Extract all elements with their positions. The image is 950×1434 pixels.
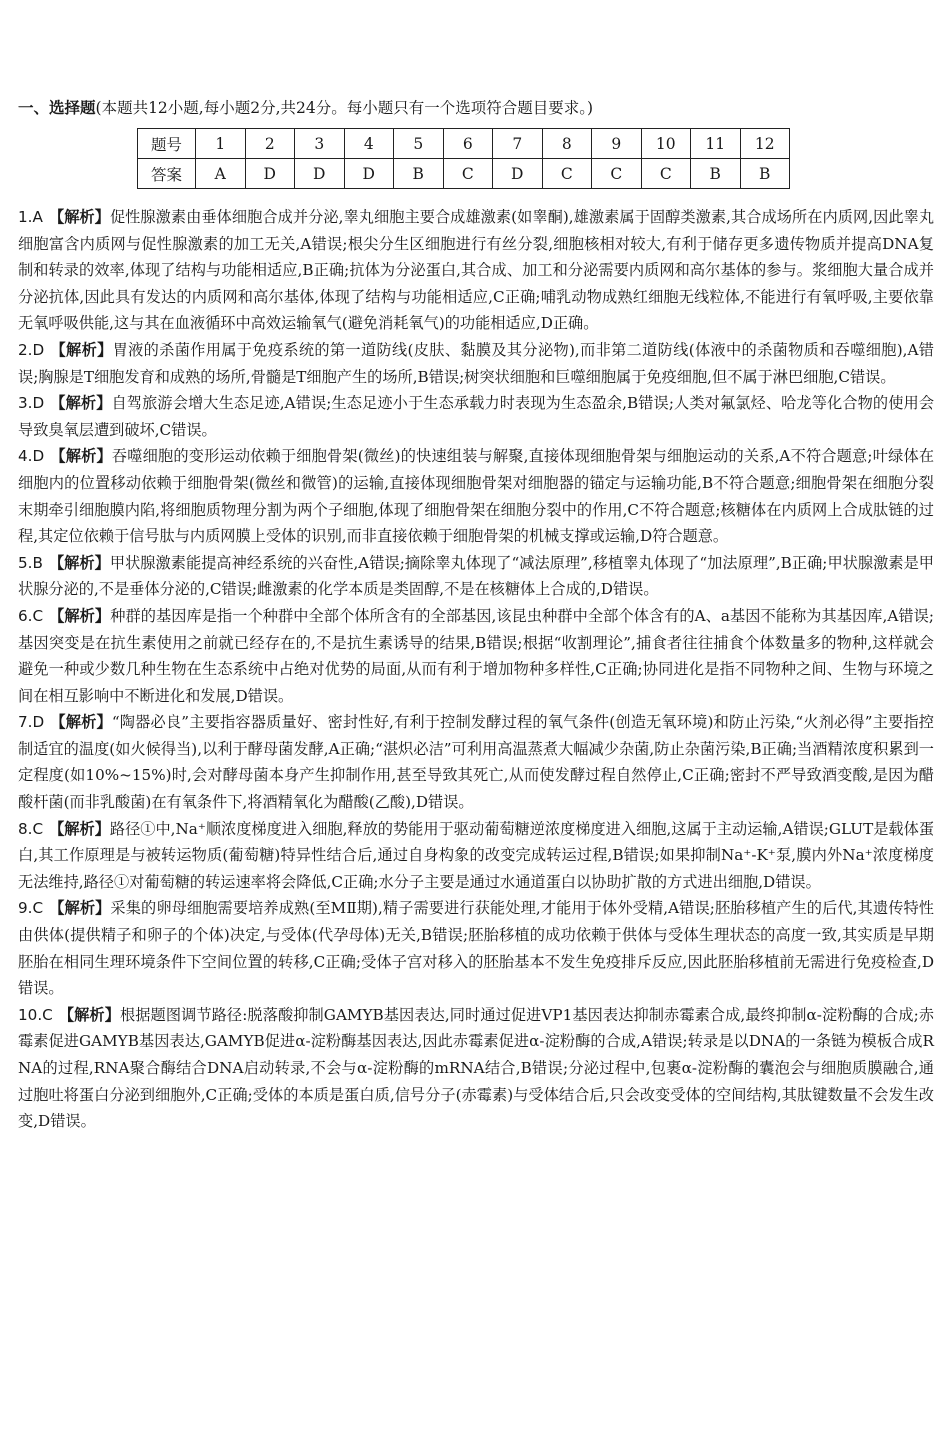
table-cell-number: 5	[394, 129, 444, 159]
table-cell-answer: D	[295, 159, 345, 189]
analysis-tag: 【解析】	[48, 553, 110, 572]
explanation-list	[18, 204, 934, 1135]
table-header-number: 题号	[138, 129, 196, 159]
item-number: 3.D	[18, 394, 45, 413]
item-number: 6.C	[18, 606, 44, 625]
item-text: 种群的基因库是指一个种群中全部个体所含有的全部基因,该昆虫种群中全部个体含有的A、a基因不能称为其基因库,A错误;基因突变是在抗生素使用之前就已经存在的,不是抗生素诱导的结果,B错误;根据“收割理论”,捕食者往往捕食个体数量多的物种,这样就会避免一种或少数几种生物在生态系统中占绝对优势的局面,从而有利于增加物种多样性,C正确;协同进化是指不同物种之间、生物与环境之间在相互影响中不断进化和发展,D错误。	[18, 606, 935, 705]
table-cell-number: 9	[592, 129, 642, 159]
item-text: 甲状腺激素能提高神经系统的兴奋性,A错误;摘除睾丸体现了“减法原理”,移植睾丸体现了“加法原理”,B正确;甲状腺激素是甲状腺分泌的,不是垂体分泌的,C错误;雌激素的化学本质是类固醇,不是在核糖体上合成的,D错误。	[18, 553, 934, 599]
table-cell-answer: B	[740, 159, 790, 189]
table-cell-number: 3	[295, 129, 345, 159]
table-cell-number: 4	[344, 129, 394, 159]
table-cell-number: 11	[691, 129, 741, 159]
item-text: 采集的卵母细胞需要培养成熟(至MⅡ期),精子需要进行获能处理,才能用于体外受精,A错误;胚胎移植产生的后代,其遗传特性由供体(提供精子和卵子的个体)决定,与受体(代孕母体)无关,B错误;胚胎移植的成功依赖于供体与受体生理状态的高度一致,其实质是早期胚胎在相同生理环境条件下空间位置的转移,C正确;受体子宫对移入的胚胎基本不发生免疫排斥反应,因此胚胎移植前无需进行免疫检查,D错误。	[18, 899, 934, 998]
section-title: 一、选择题	[18, 99, 96, 117]
analysis-tag: 【解析】	[58, 1005, 120, 1024]
section-heading	[18, 97, 933, 119]
table-cell-number: 7	[493, 129, 543, 159]
table-cell-number: 10	[641, 129, 691, 159]
table-cell-number: 6	[443, 129, 493, 159]
explanation-item	[18, 390, 934, 443]
cropped-header-fragment	[0, 0, 950, 40]
table-cell-answer: A	[196, 159, 246, 189]
explanation-item	[18, 709, 934, 815]
explanation-item	[18, 816, 934, 896]
table-cell-answer: B	[691, 159, 741, 189]
item-number: 10.C	[18, 1005, 53, 1024]
item-text: 胃液的杀菌作用属于免疫系统的第一道防线(皮肤、黏膜及其分泌物),而非第二道防线(体液中的杀菌物质和吞噬细胞),A错误;胸腺是T细胞发育和成熟的场所,骨髓是T细胞产生的场所,B错误;树突状细胞和巨噬细胞属于免疫细胞,但不属于淋巴细胞,C错误。	[18, 340, 934, 386]
explanation-item	[18, 443, 934, 549]
explanation-item	[18, 550, 934, 603]
explanation-item	[18, 1002, 934, 1135]
item-number: 1.A	[18, 208, 43, 226]
table-cell-answer: B	[394, 159, 444, 189]
explanation-item	[18, 603, 934, 709]
item-number: 5.B	[18, 553, 43, 572]
analysis-tag: 【解析】	[50, 340, 113, 359]
explanation-item	[18, 204, 934, 337]
item-text: 促性腺激素由垂体细胞合成并分泌,睾丸细胞主要合成雄激素(如睾酮),雄激素属于固醇类激素,其合成场所在内质网,因此睾丸细胞富含内质网与促性腺激素的加工无关,A错误;根尖分生区细胞进行有丝分裂,细胞核相对较大,有利于储存更多遗传物质并提高DNA复制和转录的效率,体现了结构与功能相适应,B正确;抗体为分泌蛋白,其合成、加工和分泌需要内质网和高尔基体的参与。浆细胞大量合成并分泌抗体,因此具有发达的内质网和高尔基体,体现了结构与功能相适应,C正确;哺乳动物成熟红细胞无线粒体,不能进行有氧呼吸,主要依靠无氧呼吸供能,这与其在血液循环中高效运输氧气(避免消耗氧气)的功能相适应,D正确。	[18, 208, 935, 333]
table-cell-number: 8	[542, 129, 592, 159]
analysis-tag: 【解析】	[48, 208, 110, 226]
table-cell-number: 1	[196, 129, 246, 159]
answer-table-number-row	[138, 129, 790, 159]
analysis-tag: 【解析】	[49, 819, 110, 838]
analysis-tag: 【解析】	[49, 606, 111, 625]
item-text: 吞噬细胞的变形运动依赖于细胞骨架(微丝)的快速组装与解聚,直接体现细胞骨架与细胞运动的关系,A不符合题意;叶绿体在细胞内的位置移动依赖于细胞骨架(微丝和微管)的运输,直接体现细胞骨架对细胞器的锚定与运输功能,B不符合题意;细胞骨架在细胞分裂末期牵引细胞膜内陷,将细胞质物理分割为两个子细胞,体现了细胞骨架在细胞分裂中的作用,C不符合题意;核糖体在内质网上合成肽链的过程,其定位依赖于信号肽与内质网膜上受体的识别,而非直接依赖于细胞骨架的机械支撑或运输,D符合题意。	[18, 447, 935, 546]
analysis-tag: 【解析】	[50, 394, 112, 413]
section-instruction: (本题共12小题,每小题2分,共24分。每小题只有一个选项符合题目要求。)	[95, 99, 594, 117]
item-number: 2.D	[18, 340, 45, 359]
explanation-item	[18, 895, 934, 1001]
item-number: 7.D	[18, 713, 45, 732]
analysis-tag: 【解析】	[50, 713, 112, 732]
explanation-item	[18, 337, 934, 390]
table-cell-answer: C	[592, 159, 642, 189]
answer-table	[137, 128, 790, 189]
table-cell-number: 12	[740, 129, 790, 159]
item-text: 根据题图调节路径:脱落酸抑制GAMYB基因表达,同时通过促进VP1基因表达抑制赤霉素合成,最终抑制α-淀粉酶的合成;赤霉素促进GAMYB基因表达,GAMYB促进α-淀粉酶基因表达,因此赤霉素促进α-淀粉酶的合成,A错误;转录是以DNA的一条链为模板合成RNA的过程,RNA聚合酶结合DNA启动转录,不会与α-淀粉酶的mRNA结合,B错误;分泌过程中,包裹α-淀粉酶的囊泡会与细胞质膜融合,通过胞吐将蛋白分泌到细胞外,C正确;受体的本质是蛋白质,信号分子(赤霉素)与受体结合后,只会改变受体的空间结构,其肽键数量不会发生改变,D错误。	[18, 1005, 935, 1131]
item-number: 8.C	[18, 819, 44, 838]
table-header-answer: 答案	[138, 159, 196, 189]
answer-table-answer-row	[138, 159, 790, 189]
item-number: 9.C	[18, 899, 44, 918]
item-text: “陶器必良”主要指容器质量好、密封性好,有利于控制发酵过程的氧气条件(创造无氧环境)和防止污染,“火剂必得”主要指控制适宜的温度(如火候得当),以利于酵母菌发酵,A正确;“湛炽必洁”可利用高温蒸煮大幅减少杂菌,防止杂菌污染,B正确;当酒精浓度积累到一定程度(如10%~15%)时,会对酵母菌本身产生抑制作用,甚至导致其死亡,从而使发酵过程自然停止,C正确;密封不严导致酒变酸,是因为醋酸杆菌(而非乳酸菌)在有氧条件下,将酒精氧化为醋酸(乙酸),D错误。	[18, 713, 934, 812]
item-text: 路径①中,Na⁺顺浓度梯度进入细胞,释放的势能用于驱动葡萄糖逆浓度梯度进入细胞,这属于主动运输,A错误;GLUT是载体蛋白,其工作原理是与被转运物质(葡萄糖)特异性结合后,通过自身构象的改变完成转运过程,B错误;如果抑制Na⁺-K⁺泵,膜内外Na⁺浓度梯度无法维持,路径①对葡萄糖的转运速率将会降低,C正确;水分子主要是通过水通道蛋白以协助扩散的方式进出细胞,D错误。	[18, 819, 935, 891]
table-cell-answer: D	[344, 159, 394, 189]
table-cell-answer: D	[493, 159, 543, 189]
table-cell-number: 2	[245, 129, 295, 159]
table-cell-answer: D	[245, 159, 295, 189]
item-text: 自驾旅游会增大生态足迹,A错误;生态足迹小于生态承载力时表现为生态盈余,B错误;人类对氟氯烃、哈龙等化合物的使用会导致臭氧层遭到破坏,C错误。	[18, 394, 935, 439]
analysis-tag: 【解析】	[50, 447, 112, 466]
item-number: 4.D	[18, 447, 45, 466]
analysis-tag: 【解析】	[49, 899, 111, 918]
table-cell-answer: C	[443, 159, 493, 189]
table-cell-answer: C	[542, 159, 592, 189]
table-cell-answer: C	[641, 159, 691, 189]
